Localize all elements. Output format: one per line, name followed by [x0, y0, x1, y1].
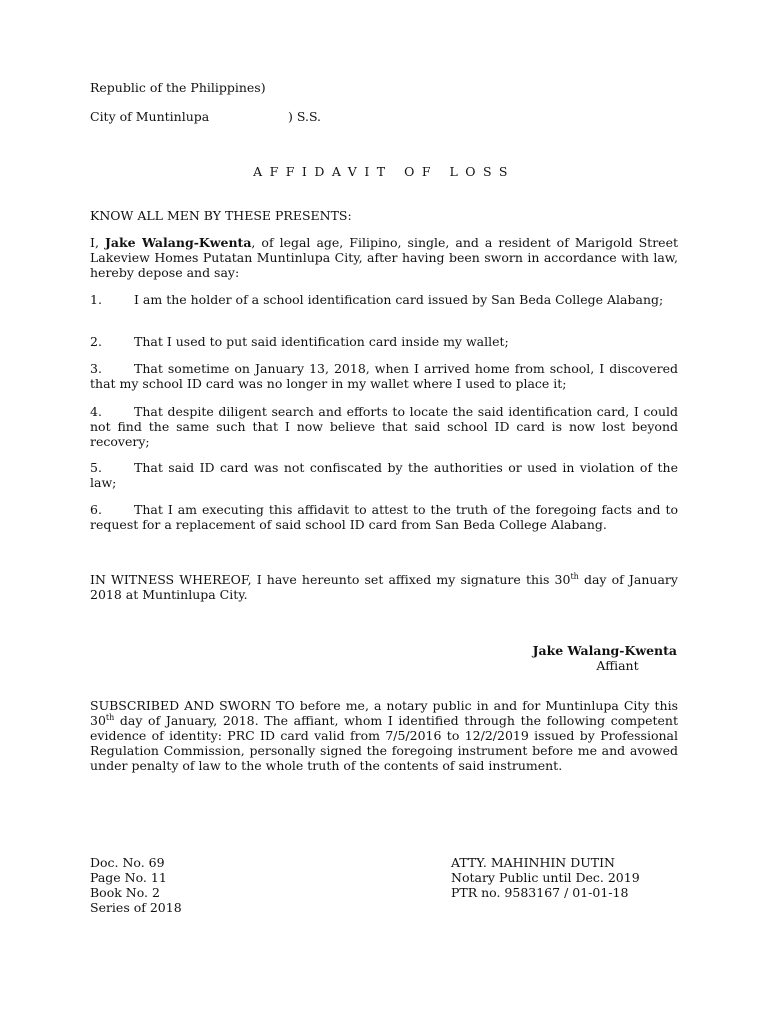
- item-number: 2.: [90, 334, 102, 349]
- item-number: 5.: [90, 460, 102, 475]
- list-item: [90, 502, 678, 532]
- jurat-text-start: SUBSCRIBED AND SWORN TO before me, a notary public in and for Muntinlupa City this 30: [90, 698, 678, 728]
- item-text: That despite diligent search and efforts to locate the said identification card, I could not find the same such that I now believe that said school ID card is now lost beyond recovery;: [90, 404, 678, 449]
- book-number: Book No. 2: [90, 885, 160, 900]
- notary-block: [451, 855, 640, 900]
- affiant-name-text: Jake Walang-Kwenta: [532, 643, 677, 658]
- item-number: 1.: [90, 292, 102, 307]
- list-item: [90, 292, 678, 307]
- item-text: That sometime on January 13, 2018, when I arrived home from school, I discovered that my school ID card was no longer in my wallet where I used to place it;: [90, 361, 678, 391]
- doc-references: [90, 855, 182, 915]
- intro-rest: , of legal age, Filipino, single, and a resident of Marigold Street Lakeview Homes Putatan Muntinlupa City, after having been sworn in accordance with law, hereby depose and say:: [90, 235, 678, 280]
- witness-text-start: IN WITNESS WHEREOF, I have hereunto set affixed my signature this 30: [90, 572, 571, 587]
- affiant-role: Affiant: [596, 658, 639, 673]
- intro-prefix: I,: [90, 235, 105, 250]
- item-number: 4.: [90, 404, 102, 419]
- intro-paragraph: [90, 235, 678, 280]
- header-republic: Republic of the Philippines): [90, 80, 266, 95]
- document-title: AFFIDAVIT OF LOSS: [253, 164, 515, 179]
- doc-number: Doc. No. 69: [90, 855, 165, 870]
- notary-ptr: PTR no. 9583167 / 01-01-18: [451, 885, 629, 900]
- greeting: KNOW ALL MEN BY THESE PRESENTS:: [90, 208, 352, 223]
- jurat-text-end: day of January, 2018. The affiant, whom I identified through the following competent evidence of identity: PRC ID card valid from 7/5/2016 to 12/2/2019 issued by Professional Regulation Commission, personally signed the foregoing instrument before me and avowed under penalty of law to the whole truth of the contents of said instrument.: [90, 713, 678, 773]
- header-city: City of Muntinlupa: [90, 109, 210, 124]
- affiant-name: [470, 643, 677, 658]
- witness-text-end: day of January 2018 at Muntinlupa City.: [90, 572, 678, 602]
- jurat-paragraph: [90, 698, 678, 773]
- jurat-ordinal: th: [105, 713, 115, 722]
- item-text: That I used to put said identification card inside my wallet;: [134, 334, 509, 349]
- item-text: I am the holder of a school identification card issued by San Beda College Alabang;: [134, 292, 664, 307]
- list-item: [90, 334, 678, 349]
- notary-commission: Notary Public until Dec. 2019: [451, 870, 640, 885]
- item-text: That said ID card was not confiscated by the authorities or used in violation of the law;: [90, 460, 678, 490]
- list-item: [90, 404, 678, 449]
- affiant-name-intro: Jake Walang-Kwenta: [104, 235, 252, 250]
- item-number: 6.: [90, 502, 102, 517]
- header-ss: ) S.S.: [288, 109, 322, 124]
- witness-paragraph: [90, 572, 678, 602]
- list-item: [90, 361, 678, 391]
- list-item: [90, 460, 678, 490]
- affiant-signature-block: [470, 643, 677, 658]
- series-year: Series of 2018: [90, 900, 182, 915]
- witness-ordinal: th: [570, 572, 579, 581]
- notary-name: ATTY. MAHINHIN DUTIN: [451, 855, 615, 870]
- item-number: 3.: [90, 361, 102, 376]
- item-text: That I am executing this affidavit to attest to the truth of the foregoing facts and to request for a replacement of said school ID card from San Beda College Alabang.: [90, 502, 678, 532]
- page-number: Page No. 11: [90, 870, 167, 885]
